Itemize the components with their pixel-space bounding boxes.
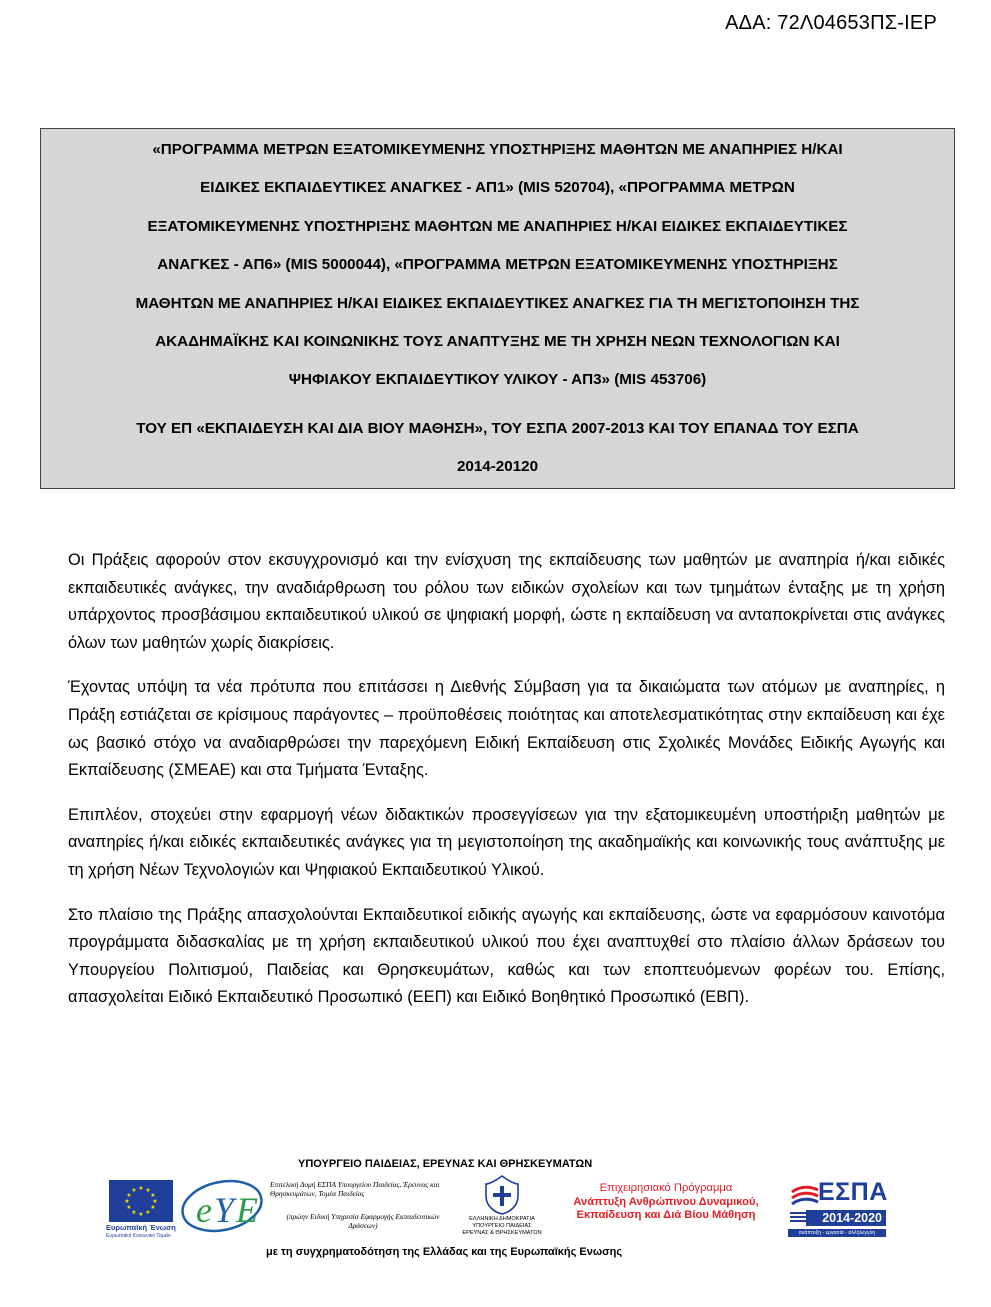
- crest-caption-line: ΥΠΟΥΡΓΕΙΟ ΠΑΙΔΕΙΑΣ: [472, 1223, 532, 1229]
- body-text: [68, 547, 945, 1029]
- espa-years: 2014-2020: [806, 1210, 886, 1226]
- svg-text:★: ★: [145, 1209, 151, 1216]
- espa-wordmark: ΕΣΠΑ: [818, 1178, 888, 1206]
- svg-text:★: ★: [126, 1204, 132, 1211]
- eye-description: Επιτελική Δομή ΕΣΠΑ Υπουργείου Παιδείας, Έρευνας και Θρησκευμάτων, Τομέα Παιδείας: [270, 1180, 440, 1198]
- svg-text:E: E: [236, 1190, 258, 1230]
- paragraph: Στο πλαίσιο της Πράξης απασχολούνται Εκπαιδευτικοί ειδικής αγωγής και εκπαίδευσης, ώστε να εφαρμόσουν καινοτόμα προγράμματα διδασκαλίας με τη χρήση εκπαιδευτικού υλικού που έχει αναπτυχθεί στο πλαίσιο άλλων δράσεων του Υπουργείου Πολιτισμού, Παιδείας και Θρησκευμάτων, καθώς και των εποπτευόμενων φορέων του. Επίσης, απασχολείται Ειδικό Εκπαιδευτικό Προσωπικό (ΕΕΠ) και Ειδικό Βοηθητικό Προσωπικό (ΕΒΠ).: [68, 905, 945, 1007]
- eye-logo-icon: [178, 1176, 266, 1241]
- espa-slogan: ανάπτυξη - εργασία - αλληλεγγύη: [788, 1229, 886, 1237]
- svg-text:★: ★: [124, 1198, 130, 1205]
- svg-text:e: e: [196, 1190, 212, 1230]
- svg-text:★: ★: [131, 1187, 137, 1194]
- svg-text:★: ★: [138, 1185, 144, 1192]
- paragraph: Οι Πράξεις αφορούν στον εκσυγχρονισμό και την ενίσχυση της εκπαίδευσης των μαθητών με αναπηρία ή/και ειδικές εκπαιδευτικές ανάγκες, την αναδιάρθρωση του ρόλου των ειδικών σχολείων και των τμημάτων ένταξης με τη χρήση υπάρχοντος προσβάσιμου εκπαιδευτικού υλικού σε ψηφιακή μορφή, ώστε η εκπαίδευση να ανταποκρίνεται στις ανάγκες όλων των μαθητών χωρίς διακρίσεις.: [68, 551, 945, 652]
- title-line: ΕΞΑΤΟΜΙΚΕΥΜΕΝΗΣ ΥΠΟΣΤΗΡΙΞΗΣ ΜΑΘΗΤΩΝ ΜΕ ΑΝΑΠΗΡΙΕΣ Η/ΚΑΙ ΕΙΔΙΚΕΣ ΕΚΠΑΙΔΕΥΤΙΚΕΣ: [147, 217, 848, 235]
- program-line: Επιχειρησιακό Πρόγραμμα: [599, 1182, 733, 1194]
- title-line: ΨΗΦΙΑΚΟΥ ΕΚΠΑΙΔΕΥΤΙΚΟΥ ΥΛΙΚΟΥ - ΑΠ3» (MIS 453706): [288, 371, 707, 389]
- svg-text:★: ★: [150, 1204, 156, 1211]
- svg-text:Y: Y: [214, 1190, 235, 1230]
- program-title-box: [40, 128, 955, 489]
- svg-text:★: ★: [131, 1209, 137, 1216]
- title-line: ΑΚΑΔΗΜΑΪΚΗΣ ΚΑΙ ΚΟΙΝΩΝΙΚΗΣ ΤΟΥΣ ΑΝΑΠΤΥΞΗΣ ΜΕ ΤΗ ΧΡΗΣΗ ΝΕΩΝ ΤΕΧΝΟΛΟΓΙΩΝ ΚΑΙ: [155, 333, 840, 351]
- greek-crest-icon: [480, 1172, 524, 1221]
- title-line: ΜΑΘΗΤΩΝ ΜΕ ΑΝΑΠΗΡΙΕΣ Η/ΚΑΙ ΕΙΔΙΚΕΣ ΕΚΠΑΙΔΕΥΤΙΚΕΣ ΑΝΑΓΚΕΣ ΓΙΑ ΤΗ ΜΕΓΙΣΤΟΠΟΙΗΣΗ ΤΗΣ: [135, 294, 860, 312]
- paragraph: Επιπλέον, στοχεύει στην εφαρμογή νέων διδακτικών προσεγγίσεων για την εξατομικευμένη υποστήριξη μαθητών με αναπηρίες ή/και ειδικές εκπαιδευτικές ανάγκες για τη μεγιστοποίηση της ακαδημαϊκής και κοινωνικής τους ανάπτυξης με τη χρήση Νέων Τεχνολογιών και Ψηφιακού Εκπαιδευτικού Υλικού.: [68, 805, 945, 879]
- title-line: ΕΙΔΙΚΕΣ ΕΚΠΑΙΔΕΥΤΙΚΕΣ ΑΝΑΓΚΕΣ - ΑΠ1» (MIS 520704), «ΠΡΟΓΡΑΜΜΑ ΜΕΤΡΩΝ: [200, 179, 795, 197]
- paragraph: Έχοντας υπόψη τα νέα πρότυπα που επιτάσσει η Διεθνής Σύμβαση για τα δικαιώματα των ατόμων με αναπηρίες, η Πράξη εστιάζεται σε κρίσιμους παράγοντες – προϋποθέσεις ποιότητας και αποτελεσματικότητας στην εκπαίδευση και έχε ως βασικό στόχο να αναδιαρθρώσει την παρεχόμενη Ειδική Εκπαίδευση στις Σχολικές Μονάδες Ειδικής Αγωγής και Εκπαίδευσης (ΣΜΕΑΕ) και στα Τμήματα Ένταξης.: [68, 678, 945, 780]
- crest-caption-line: ΕΡΕΥΝΑΣ & ΘΡΗΣΚΕΥΜΑΤΩΝ: [462, 1230, 542, 1236]
- funding-footer: [0, 1150, 991, 1270]
- crest-caption-line: ΕΛΛΗΝΙΚΗ ΔΗΜΟΚΡΑΤΙΑ: [469, 1216, 535, 1222]
- eu-flag-icon: [109, 1180, 173, 1222]
- program-line: Εκπαίδευση και Διά Βίου Μάθηση: [576, 1209, 756, 1222]
- title-subline: ΤΟΥ ΕΠ «ΕΚΠΑΙΔΕΥΣΗ ΚΑΙ ΔΙΑ ΒΙΟΥ ΜΑΘΗΣΗ», ΤΟΥ ΕΣΠΑ 2007-2013 ΚΑΙ ΤΟΥ ΕΠΑΝΑΔ ΤΟΥ ΕΣΠΑ: [136, 419, 859, 437]
- svg-text:★: ★: [152, 1198, 158, 1205]
- svg-text:★: ★: [138, 1211, 144, 1218]
- cofinancing-note: με τη συγχρηματοδότηση της Ελλάδας και της Ευρωπαϊκής Ενωσης: [266, 1246, 623, 1258]
- svg-text:★: ★: [150, 1192, 156, 1199]
- esf-label: Ευρωπαϊκό Κοινωνικό Ταμείο: [106, 1233, 171, 1239]
- eu-label: Ευρωπαϊκή Ένωση: [106, 1223, 176, 1232]
- title-line: «ΠΡΟΓΡΑΜΜΑ ΜΕΤΡΩΝ ΕΞΑΤΟΜΙΚΕΥΜΕΝΗΣ ΥΠΟΣΤΗΡΙΞΗΣ ΜΑΘΗΤΩΝ ΜΕ ΑΝΑΠΗΡΙΕΣ Η/ΚΑΙ: [152, 141, 843, 158]
- crest-caption: [457, 1216, 547, 1237]
- program-line: Ανάπτυξη Ανθρώπινου Δυναμικού,: [573, 1195, 759, 1208]
- svg-text:★: ★: [145, 1187, 151, 1194]
- title-line: ΑΝΑΓΚΕΣ - ΑΠ6» (MIS 5000044), «ΠΡΟΓΡΑΜΜΑ ΜΕΤΡΩΝ ΕΞΑΤΟΜΙΚΕΥΜΕΝΗΣ ΥΠΟΣΤΗΡΙΞΗΣ: [157, 256, 838, 274]
- ada-code: ΑΔΑ: 72Λ04653ΠΣ-ΙΕΡ: [725, 12, 937, 34]
- eye-former-name: (πρώην Ειδική Υπηρεσία Εφαρμογής Εκπαιδευτικών Δράσεων): [286, 1212, 440, 1230]
- svg-text:★: ★: [126, 1192, 132, 1199]
- ministry-heading: ΥΠΟΥΡΓΕΙΟ ΠΑΙΔΕΙΑΣ, ΕΡΕΥΝΑΣ ΚΑΙ ΘΡΗΣΚΕΥΜΑΤΩΝ: [298, 1158, 593, 1170]
- operational-program-label: [556, 1182, 776, 1223]
- title-subline: 2014-20120: [456, 458, 539, 476]
